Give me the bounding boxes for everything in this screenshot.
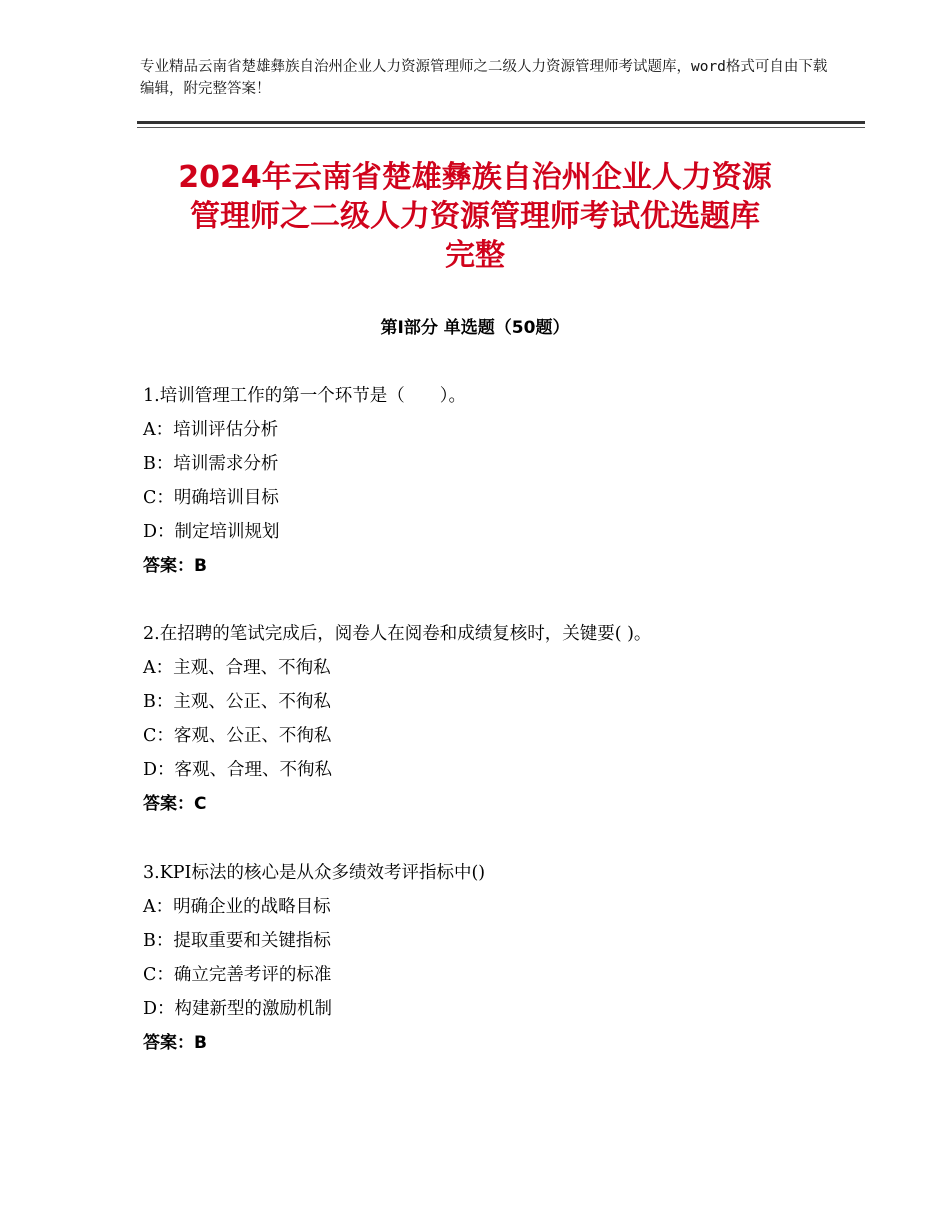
answer-line <box>143 1026 843 1060</box>
answer-value: C <box>194 794 207 814</box>
section-title: 第Ⅰ部分 单选题（50题） <box>380 318 570 338</box>
option-a: A：主观、合理、不徇私 <box>143 658 331 678</box>
header-divider-thin <box>137 127 865 128</box>
answer-line <box>143 549 843 583</box>
question-2 <box>143 617 843 821</box>
title-line-2: 管理师之二级人力资源管理师考试优选题库 <box>190 199 760 234</box>
option-b: B：主观、公正、不徇私 <box>143 692 331 712</box>
option-c: C：确立完善考评的标准 <box>143 965 332 985</box>
option-a: A：培训评估分析 <box>143 420 279 440</box>
answer-line <box>143 787 843 821</box>
option-d: D：制定培训规划 <box>143 522 280 542</box>
header-divider <box>137 121 865 124</box>
answer-label: 答案： <box>143 794 194 814</box>
option-b: B：提取重要和关键指标 <box>143 931 331 951</box>
header-note: 专业精品云南省楚雄彝族自治州企业人力资源管理师之二级人力资源管理师考试题库，word格式可自由下载编辑，附完整答案！ <box>140 59 828 97</box>
option-b: B：培训需求分析 <box>143 454 279 474</box>
answer-label: 答案： <box>143 556 194 576</box>
document-title <box>120 158 830 275</box>
option-c: C：明确培训目标 <box>143 488 279 508</box>
question-1 <box>143 379 843 583</box>
answer-value: B <box>194 1033 207 1053</box>
option-d: D：客观、合理、不徇私 <box>143 760 333 780</box>
answer-value: B <box>194 556 207 576</box>
question-stem: 3.KPI标法的核心是从众多绩效考评指标中() <box>143 863 486 883</box>
option-c: C：客观、公正、不徇私 <box>143 726 332 746</box>
question-3 <box>143 856 843 1060</box>
option-a: A：明确企业的战略目标 <box>143 897 331 917</box>
title-line-3: 完整 <box>445 238 505 273</box>
title-line-1: 2024年云南省楚雄彝族自治州企业人力资源 <box>178 160 772 195</box>
question-stem: 1.培训管理工作的第一个环节是（ ）。 <box>143 386 466 406</box>
option-d: D：构建新型的激励机制 <box>143 999 333 1019</box>
answer-label: 答案： <box>143 1033 194 1053</box>
question-stem: 2.在招聘的笔试完成后，阅卷人在阅卷和成绩复核时，关键要( )。 <box>143 624 652 644</box>
